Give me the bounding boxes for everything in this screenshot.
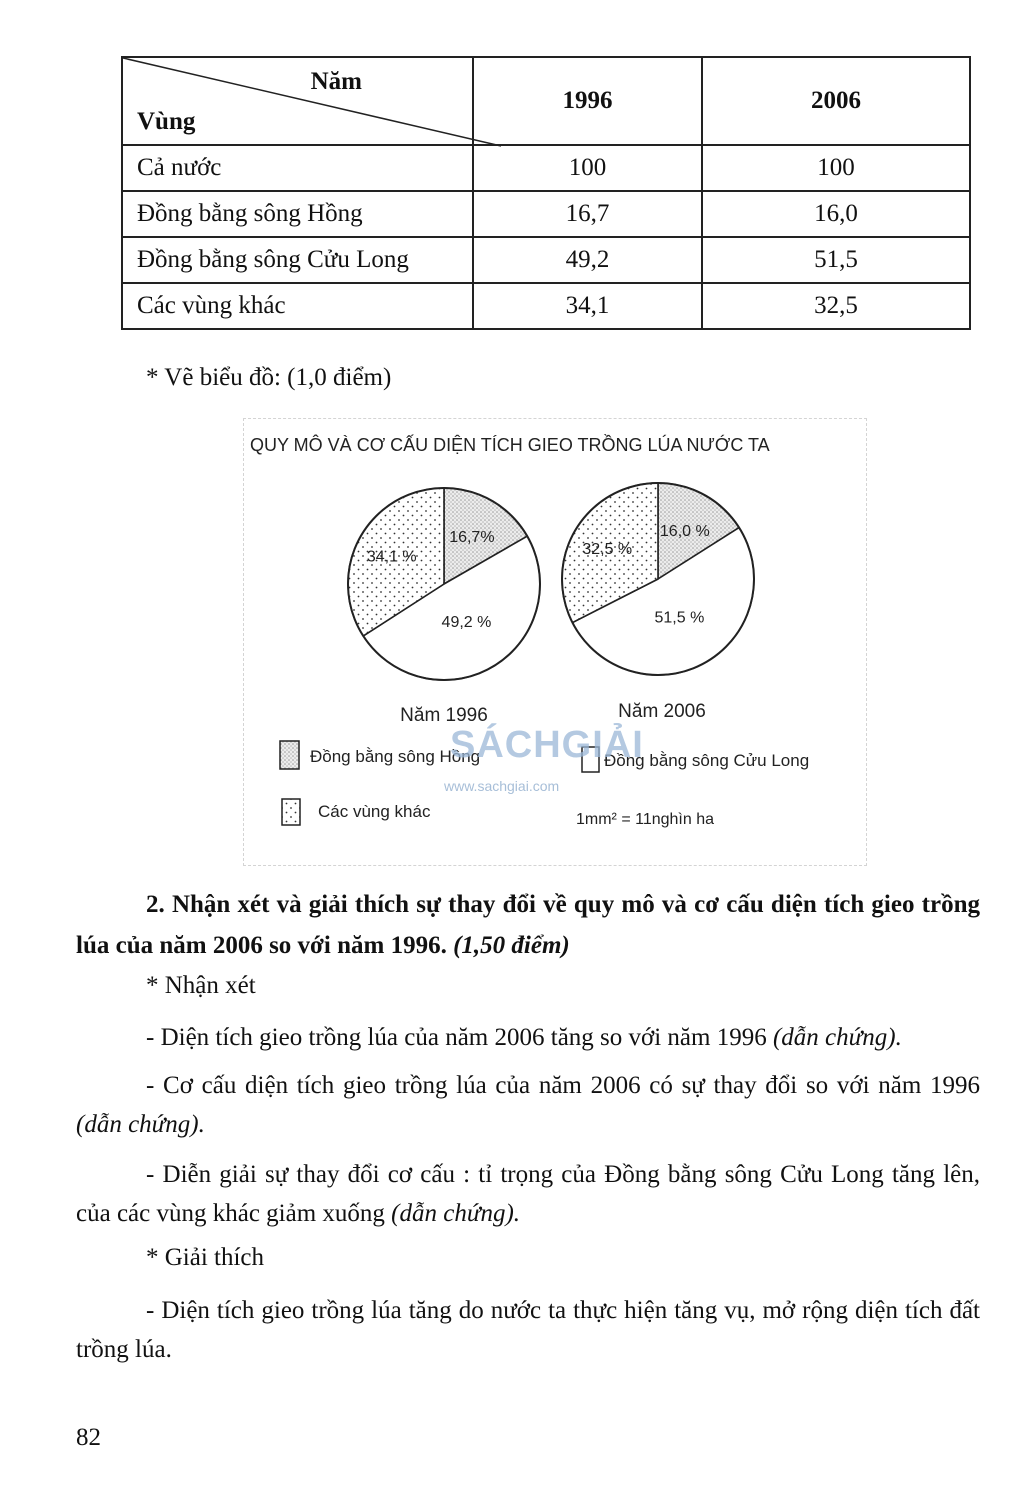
- draw-heading: * Vẽ biểu đồ: (1,0 điểm): [146, 364, 392, 391]
- diagonal-header-cell: [122, 57, 473, 145]
- pie-slice-label: 16,7%: [449, 528, 495, 546]
- pie-caption-1996: Năm 1996: [400, 705, 488, 726]
- paragraph-1-text: - Diện tích gieo trồng lúa của năm 2006 tăng so với năm 1996: [146, 1024, 767, 1051]
- table-row: [122, 283, 970, 329]
- section-2-points: (1,50 điểm): [453, 932, 570, 959]
- header-region-label: Vùng: [137, 108, 196, 135]
- paragraph-2-text: - Cơ cấu diện tích gieo trồng lúa của năm 2006 có sự thay đổi so với năm 1996: [146, 1072, 980, 1099]
- paragraph-2: [76, 1066, 980, 1144]
- header-year-label: Năm: [310, 68, 362, 95]
- legend-swatch-dbsh: [280, 741, 299, 769]
- chart-svg: [244, 419, 866, 865]
- value-2006-cell: 100: [702, 145, 970, 191]
- watermark: [444, 708, 644, 798]
- pie-slice-label: 49,2 %: [441, 613, 492, 631]
- table-row: [122, 191, 970, 237]
- value-1996-cell: 49,2: [473, 237, 702, 283]
- data-table: [121, 56, 971, 330]
- nhan-xet-heading: * Nhận xét: [146, 972, 256, 999]
- value-2006-cell: 16,0: [702, 191, 970, 237]
- table-row: [122, 145, 970, 191]
- section-2-title-text: 2. Nhận xét và giải thích sự thay đổi về quy mô và cơ cấu diện tích gieo trồng lúa của năm 2006 so với năm 1996.: [76, 891, 980, 959]
- paragraph-1: [76, 1018, 980, 1057]
- pie-chart-figure: [243, 418, 867, 866]
- region-cell: Đồng bằng sông Hồng: [122, 191, 473, 237]
- paragraph-1-note: (dẫn chứng).: [772, 1024, 902, 1051]
- legend-label-dbsh: Đồng bằng sông Hồng: [310, 747, 481, 766]
- page-number: 82: [76, 1424, 101, 1451]
- scale-note: 1mm² = 11nghìn ha: [576, 811, 715, 828]
- paragraph-4-text: - Diện tích gieo trồng lúa tăng do nước ta thực hiện tăng vụ, mở rộng diện tích đất trồng lúa.: [76, 1297, 980, 1363]
- pie-caption-2006: Năm 2006: [618, 701, 706, 722]
- paragraph-3-text: - Diễn giải sự thay đổi cơ cấu : tỉ trọng của Đồng bằng sông Cửu Long tăng lên, của các vùng khác giảm xuống: [76, 1161, 980, 1227]
- legend-swatch-other: [282, 799, 300, 825]
- chart-title: QUY MÔ VÀ CƠ CẤU DIỆN TÍCH GIEO TRỒNG LÚA NƯỚC TA: [250, 435, 770, 455]
- header-1996: 1996: [473, 57, 702, 145]
- value-1996-cell: 100: [473, 145, 702, 191]
- region-cell: Đồng bằng sông Cửu Long: [122, 237, 473, 283]
- value-1996-cell: 34,1: [473, 283, 702, 329]
- watermark-url: www.sachgiai.com: [444, 778, 560, 794]
- pie-slice-label: 34,1 %: [366, 548, 417, 566]
- region-cell: Các vùng khác: [122, 283, 473, 329]
- value-2006-cell: 32,5: [702, 283, 970, 329]
- legend-label-dbscl: Đồng bằng sông Cửu Long: [604, 751, 810, 770]
- section-2-title: [76, 884, 980, 966]
- pie-slice-label: 32,5 %: [582, 540, 633, 558]
- region-cell: Cả nước: [122, 145, 473, 191]
- paragraph-4: [76, 1291, 980, 1369]
- pie-slice-label: 51,5 %: [654, 609, 705, 627]
- value-2006-cell: 51,5: [702, 237, 970, 283]
- header-2006: 2006: [702, 57, 970, 145]
- legend-label-other: Các vùng khác: [318, 802, 431, 821]
- watermark-logo: SÁCHGIẢI: [450, 724, 644, 766]
- table-row: [122, 237, 970, 283]
- table-header-row: [122, 57, 970, 145]
- pie-slice-label: 16,0 %: [659, 523, 710, 541]
- giai-thich-heading: * Giải thích: [146, 1244, 265, 1271]
- paragraph-3: [76, 1155, 980, 1233]
- value-1996-cell: 16,7: [473, 191, 702, 237]
- paragraph-2-note: (dẫn chứng).: [76, 1111, 205, 1138]
- paragraph-3-note: (dẫn chứng).: [391, 1200, 521, 1227]
